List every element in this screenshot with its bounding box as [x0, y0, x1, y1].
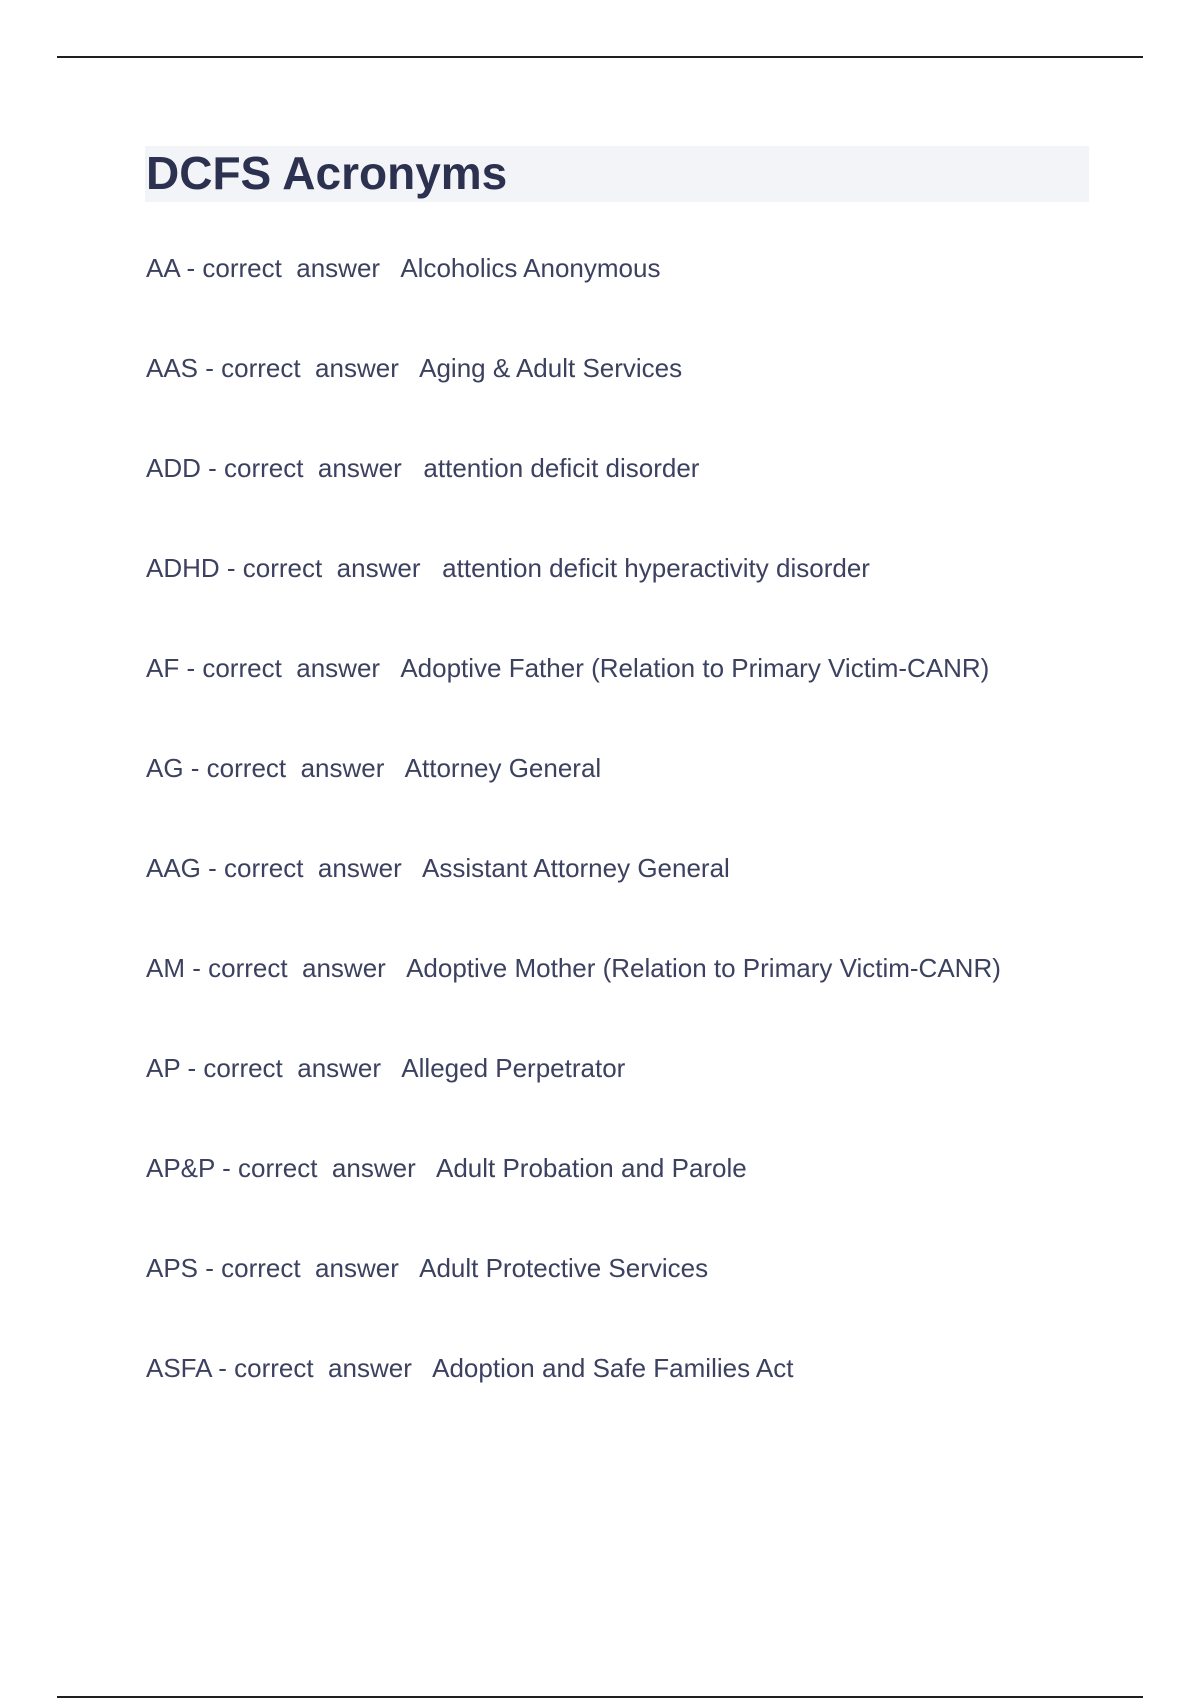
- entry-separator: - correct answer: [200, 853, 422, 883]
- acronym: AAS: [146, 353, 199, 383]
- acronym: AG: [146, 753, 184, 783]
- acronym-entry: [146, 550, 1126, 650]
- entry-separator: - correct answer: [219, 553, 443, 583]
- acronym-meaning: Adoptive Mother (Relation to Primary Victim-CANR): [406, 953, 1001, 983]
- acronym-meaning: Adoption and Safe Families Act: [432, 1353, 794, 1383]
- entry-separator: - correct answer: [179, 653, 401, 683]
- acronym-entry: [146, 850, 1126, 950]
- acronym-meaning: Adult Probation and Parole: [435, 1153, 747, 1183]
- acronym-meaning: Aging & Adult Services: [419, 353, 683, 383]
- acronym-meaning: Adult Protective Services: [419, 1253, 709, 1283]
- acronym: AP&P: [146, 1153, 215, 1183]
- entry-separator: - correct answer: [183, 753, 405, 783]
- acronym: APS: [146, 1253, 199, 1283]
- entry-separator: - correct answer: [198, 1253, 420, 1283]
- acronym-entry: [146, 750, 1126, 850]
- acronym-meaning: attention deficit hyperactivity disorder: [442, 553, 870, 583]
- acronym-entry: [146, 350, 1126, 450]
- entry-separator: - correct answer: [214, 1153, 436, 1183]
- acronym-entry: [146, 1350, 1126, 1450]
- acronym-entry: [146, 950, 1126, 1050]
- acronym: ADHD: [146, 553, 220, 583]
- acronym: ADD: [146, 453, 201, 483]
- page-title: DCFS Acronyms: [146, 147, 508, 199]
- entry-separator: - correct answer: [198, 353, 420, 383]
- acronym-list: [146, 250, 1126, 1450]
- entry-separator: - correct answer: [180, 1053, 402, 1083]
- acronym: ASFA: [146, 1353, 212, 1383]
- acronym-entry: [146, 450, 1126, 550]
- acronym-meaning: Adoptive Father (Relation to Primary Victim-CANR): [400, 653, 990, 683]
- acronym-meaning: Alcoholics Anonymous: [400, 253, 661, 283]
- acronym-entry: [146, 650, 1126, 750]
- bottom-rule: [57, 1696, 1143, 1698]
- acronym-meaning: Attorney General: [404, 753, 602, 783]
- acronym: AP: [146, 1053, 181, 1083]
- acronym: AAG: [146, 853, 201, 883]
- acronym-entry: [146, 1150, 1126, 1250]
- acronym-meaning: Assistant Attorney General: [422, 853, 730, 883]
- entry-separator: - correct answer: [211, 1353, 433, 1383]
- entry-separator: - correct answer: [179, 253, 401, 283]
- acronym-entry: [146, 1250, 1126, 1350]
- acronym: AA: [146, 253, 180, 283]
- entry-separator: - correct answer: [200, 453, 424, 483]
- acronym-entry: [146, 1050, 1126, 1150]
- acronym: AF: [146, 653, 180, 683]
- entry-separator: - correct answer: [185, 953, 407, 983]
- acronym-meaning: attention deficit disorder: [423, 453, 700, 483]
- acronym-entry: [146, 250, 1126, 350]
- acronym-meaning: Alleged Perpetrator: [401, 1053, 626, 1083]
- acronym: AM: [146, 953, 185, 983]
- top-rule: [57, 56, 1143, 58]
